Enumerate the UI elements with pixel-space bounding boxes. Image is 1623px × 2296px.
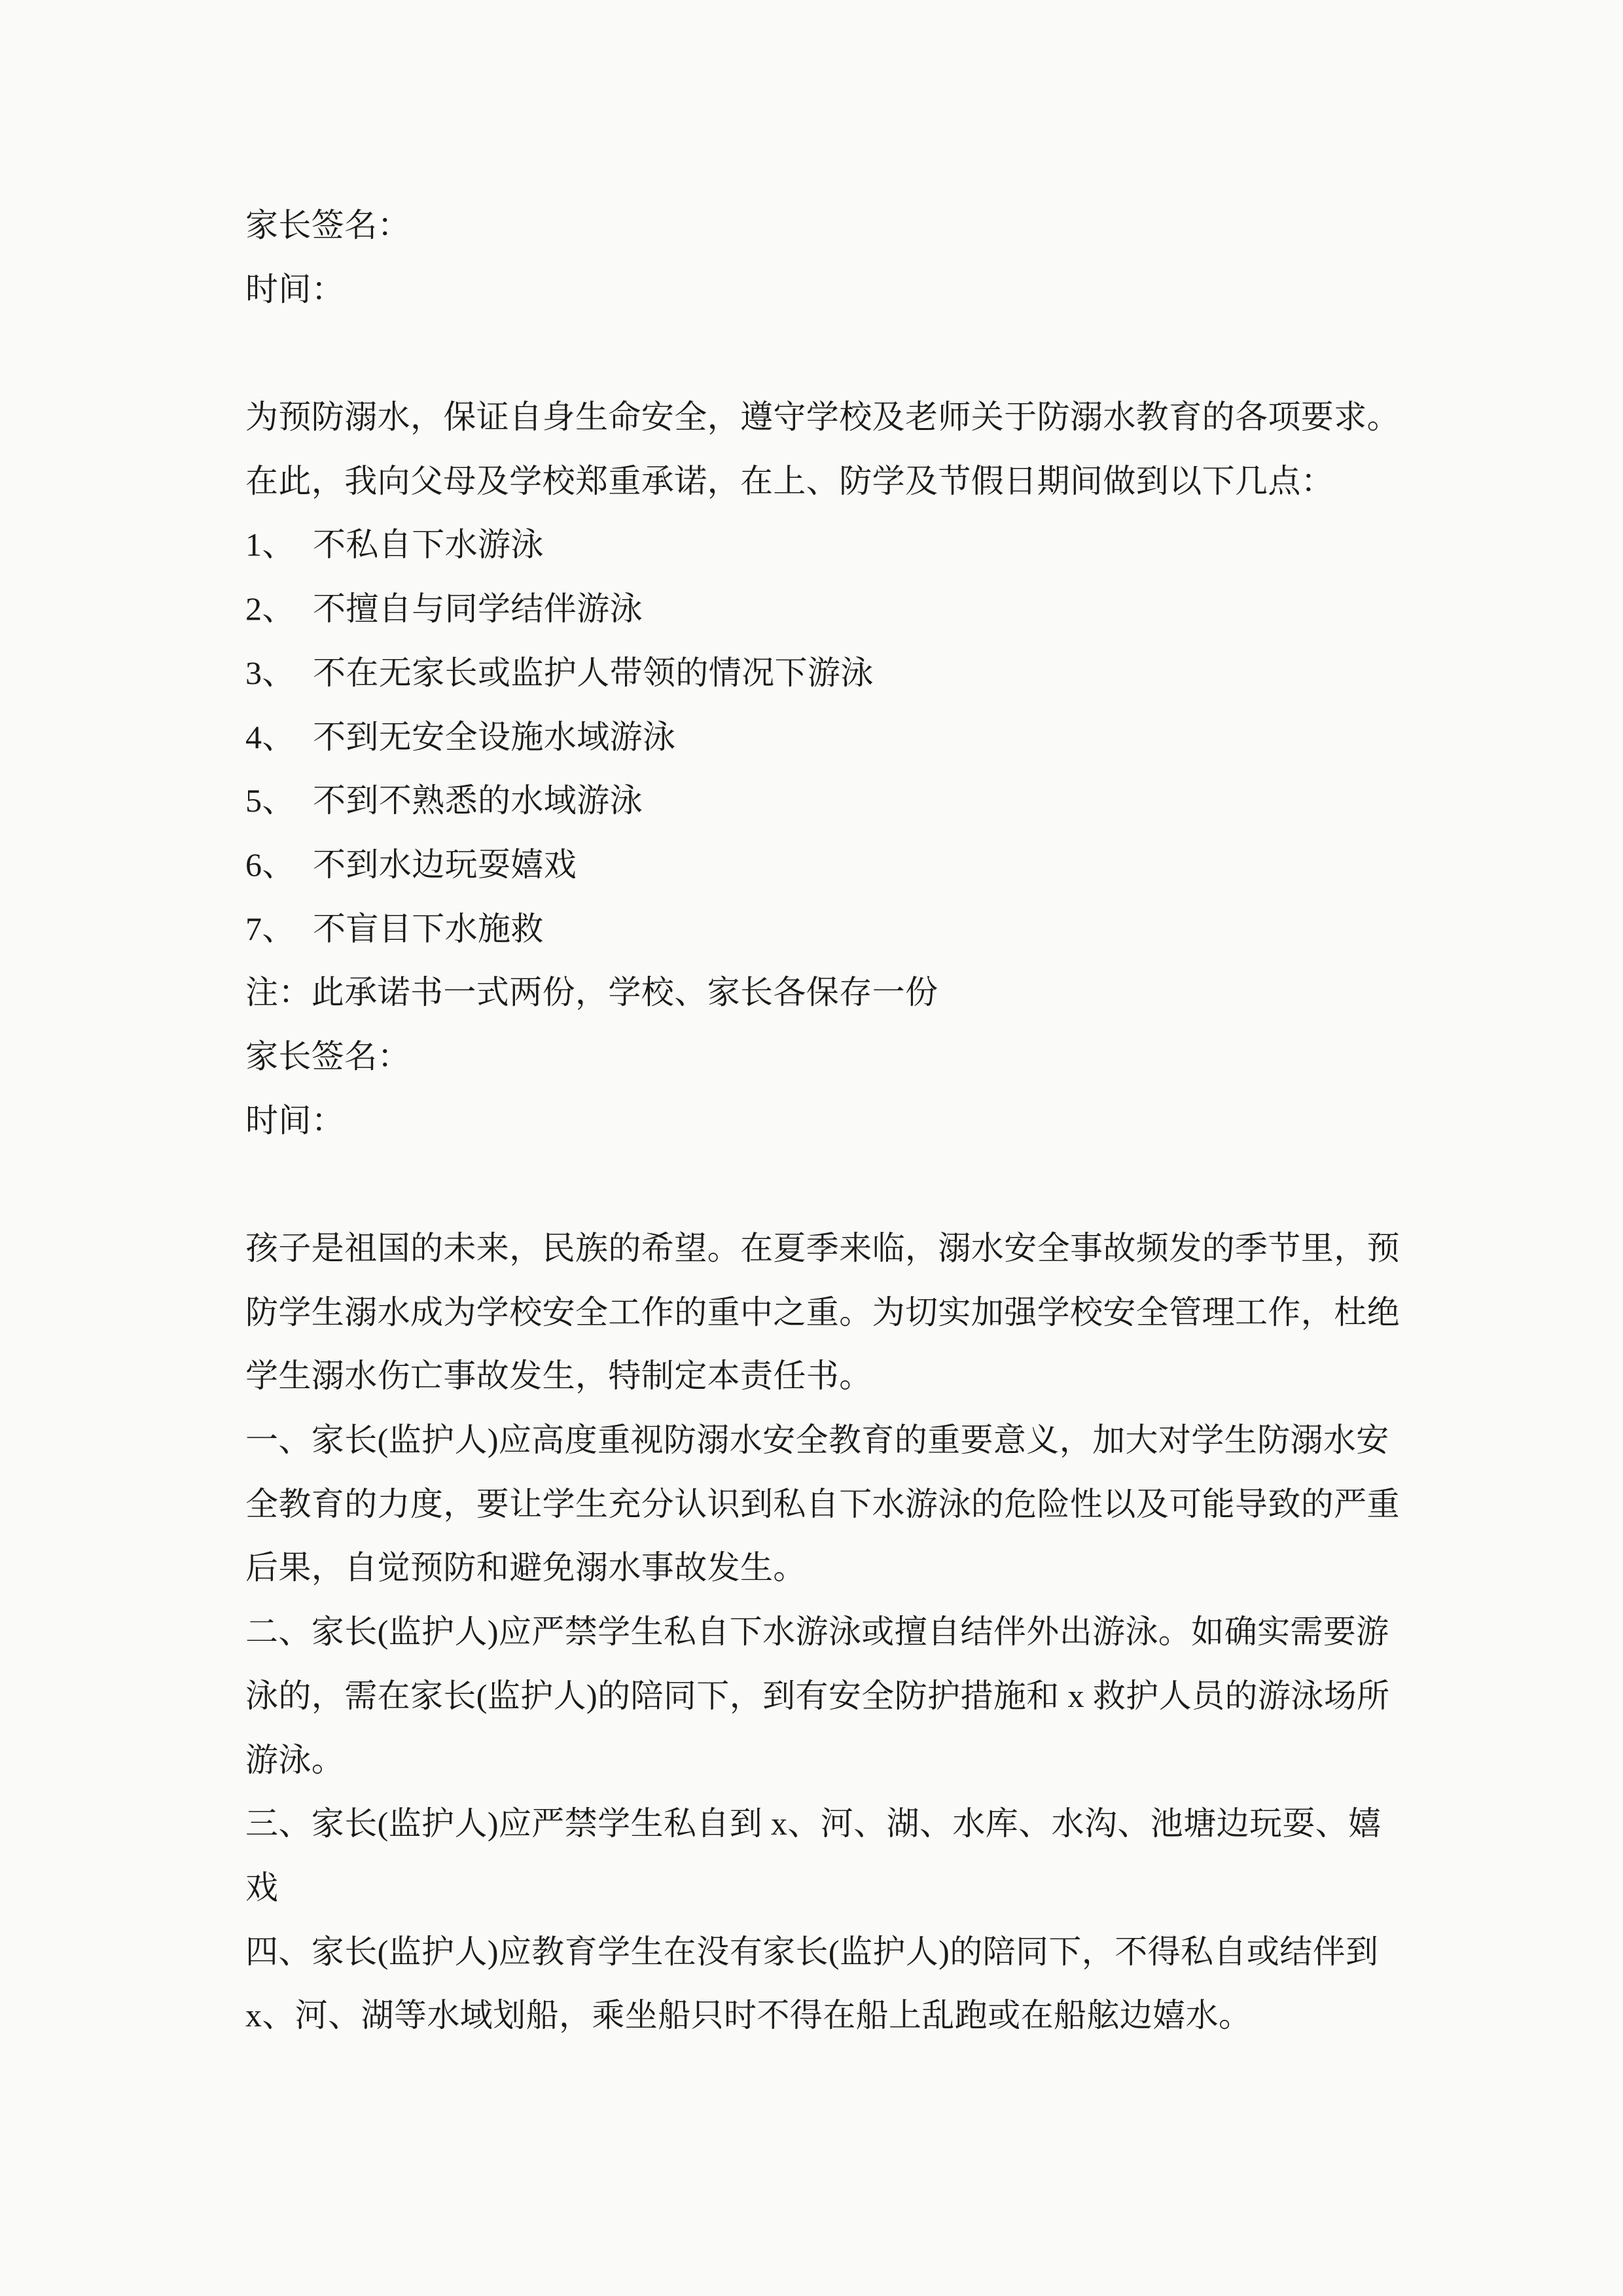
blank-line <box>245 1153 1391 1217</box>
list-item-number: 7、 <box>245 910 295 947</box>
line-text: 二、家长(监护人)应严禁学生私自下水游泳或擅自结伴外出游泳。如确实需要游 <box>245 1613 1389 1651</box>
line-text: 全教育的力度，要让学生充分认识到私自下水游泳的危险性以及可能导致的严重 <box>245 1485 1400 1522</box>
line-text: 防学生溺水成为学校安全工作的重中之重。为切实加强学校安全管理工作，杜绝 <box>245 1293 1400 1331</box>
text-line <box>245 1792 1391 1856</box>
line-text: 孩子是祖国的未来，民族的希望。在夏季来临，溺水安全事故频发的季节里，预 <box>245 1230 1400 1266</box>
line-text: 后果，自觉预防和避免溺水事故发生。 <box>245 1549 806 1587</box>
line-text: 注：此承诺书一式两份，学校、家长各保存一份 <box>245 974 938 1011</box>
list-item-text: 不盲目下水施救 <box>313 910 544 947</box>
document-body <box>245 194 1400 2048</box>
line-text: 家长签名： <box>245 207 410 243</box>
line-text: 家长签名： <box>245 1037 410 1075</box>
list-item-line <box>245 706 1391 770</box>
text-line <box>245 1281 1400 1345</box>
text-line <box>245 1217 1400 1281</box>
list-item-line <box>245 513 1391 577</box>
line-text: 戏 <box>245 1869 279 1906</box>
list-item-text: 不到水边玩耍嬉戏 <box>313 846 577 883</box>
line-text: x、河、湖等水域划船，乘坐船只时不得在船上乱跑或在船舷边嬉水。 <box>245 1997 1252 2034</box>
list-item-text: 不擅自与同学结伴游泳 <box>313 590 643 628</box>
text-line <box>245 1536 1391 1600</box>
list-item-line <box>245 577 1391 641</box>
list-item-number: 4、 <box>245 718 295 755</box>
text-line <box>245 961 1391 1025</box>
text-line <box>245 1600 1391 1664</box>
line-text: 四、家长(监护人)应教育学生在没有家长(监护人)的陪同下，不得私自或结伴到 <box>245 1933 1379 1970</box>
line-text: 游泳。 <box>245 1741 345 1778</box>
text-line <box>245 1025 1391 1089</box>
list-item-number: 2、 <box>245 590 295 628</box>
list-item-text: 不到无安全设施水域游泳 <box>313 718 676 755</box>
list-item-number: 1、 <box>245 526 295 564</box>
line-text: 时间： <box>245 1102 345 1139</box>
list-item-text: 不到不熟悉的水域游泳 <box>313 782 643 819</box>
line-text: 三、家长(监护人)应严禁学生私自到 x、河、湖、水库、水沟、池塘边玩耍、嬉 <box>245 1805 1382 1842</box>
text-line <box>245 1664 1391 1729</box>
list-item-text: 不在无家长或监护人带领的情况下游泳 <box>313 654 874 691</box>
text-line <box>245 386 1400 450</box>
text-line <box>245 1984 1391 2048</box>
text-line <box>245 1408 1391 1473</box>
line-text: 学生溺水伤亡事故发生，特制定本责任书。 <box>245 1357 872 1395</box>
text-line <box>245 194 1391 258</box>
line-text: 在此，我向父母及学校郑重承诺，在上、防学及节假日期间做到以下几点： <box>245 462 1334 499</box>
line-text: 一、家长(监护人)应高度重视防溺水安全教育的重要意义，加大对学生防溺水安 <box>245 1422 1389 1459</box>
text-line <box>245 1920 1391 1984</box>
list-item-line <box>245 897 1391 961</box>
line-text: 泳的，需在家长(监护人)的陪同下，到有安全防护措施和 x 救护人员的游泳场所 <box>245 1677 1390 1714</box>
list-item-line <box>245 641 1391 706</box>
line-text: 时间： <box>245 270 345 308</box>
list-item-number: 6、 <box>245 846 295 883</box>
text-line <box>245 1473 1400 1537</box>
text-line <box>245 258 1391 322</box>
blank-line <box>245 321 1391 386</box>
list-item-number: 5、 <box>245 782 295 819</box>
text-line <box>245 1856 1391 1920</box>
list-item-number: 3、 <box>245 654 295 691</box>
list-item-line <box>245 769 1391 833</box>
list-item-text: 不私自下水游泳 <box>313 526 544 564</box>
text-line <box>245 450 1391 514</box>
line-text: 为预防溺水，保证自身生命安全，遵守学校及老师关于防溺水教育的各项要求。 <box>245 399 1400 436</box>
text-line <box>245 1344 1391 1408</box>
text-line <box>245 1729 1391 1793</box>
list-item-line <box>245 833 1391 897</box>
text-line <box>245 1089 1391 1153</box>
